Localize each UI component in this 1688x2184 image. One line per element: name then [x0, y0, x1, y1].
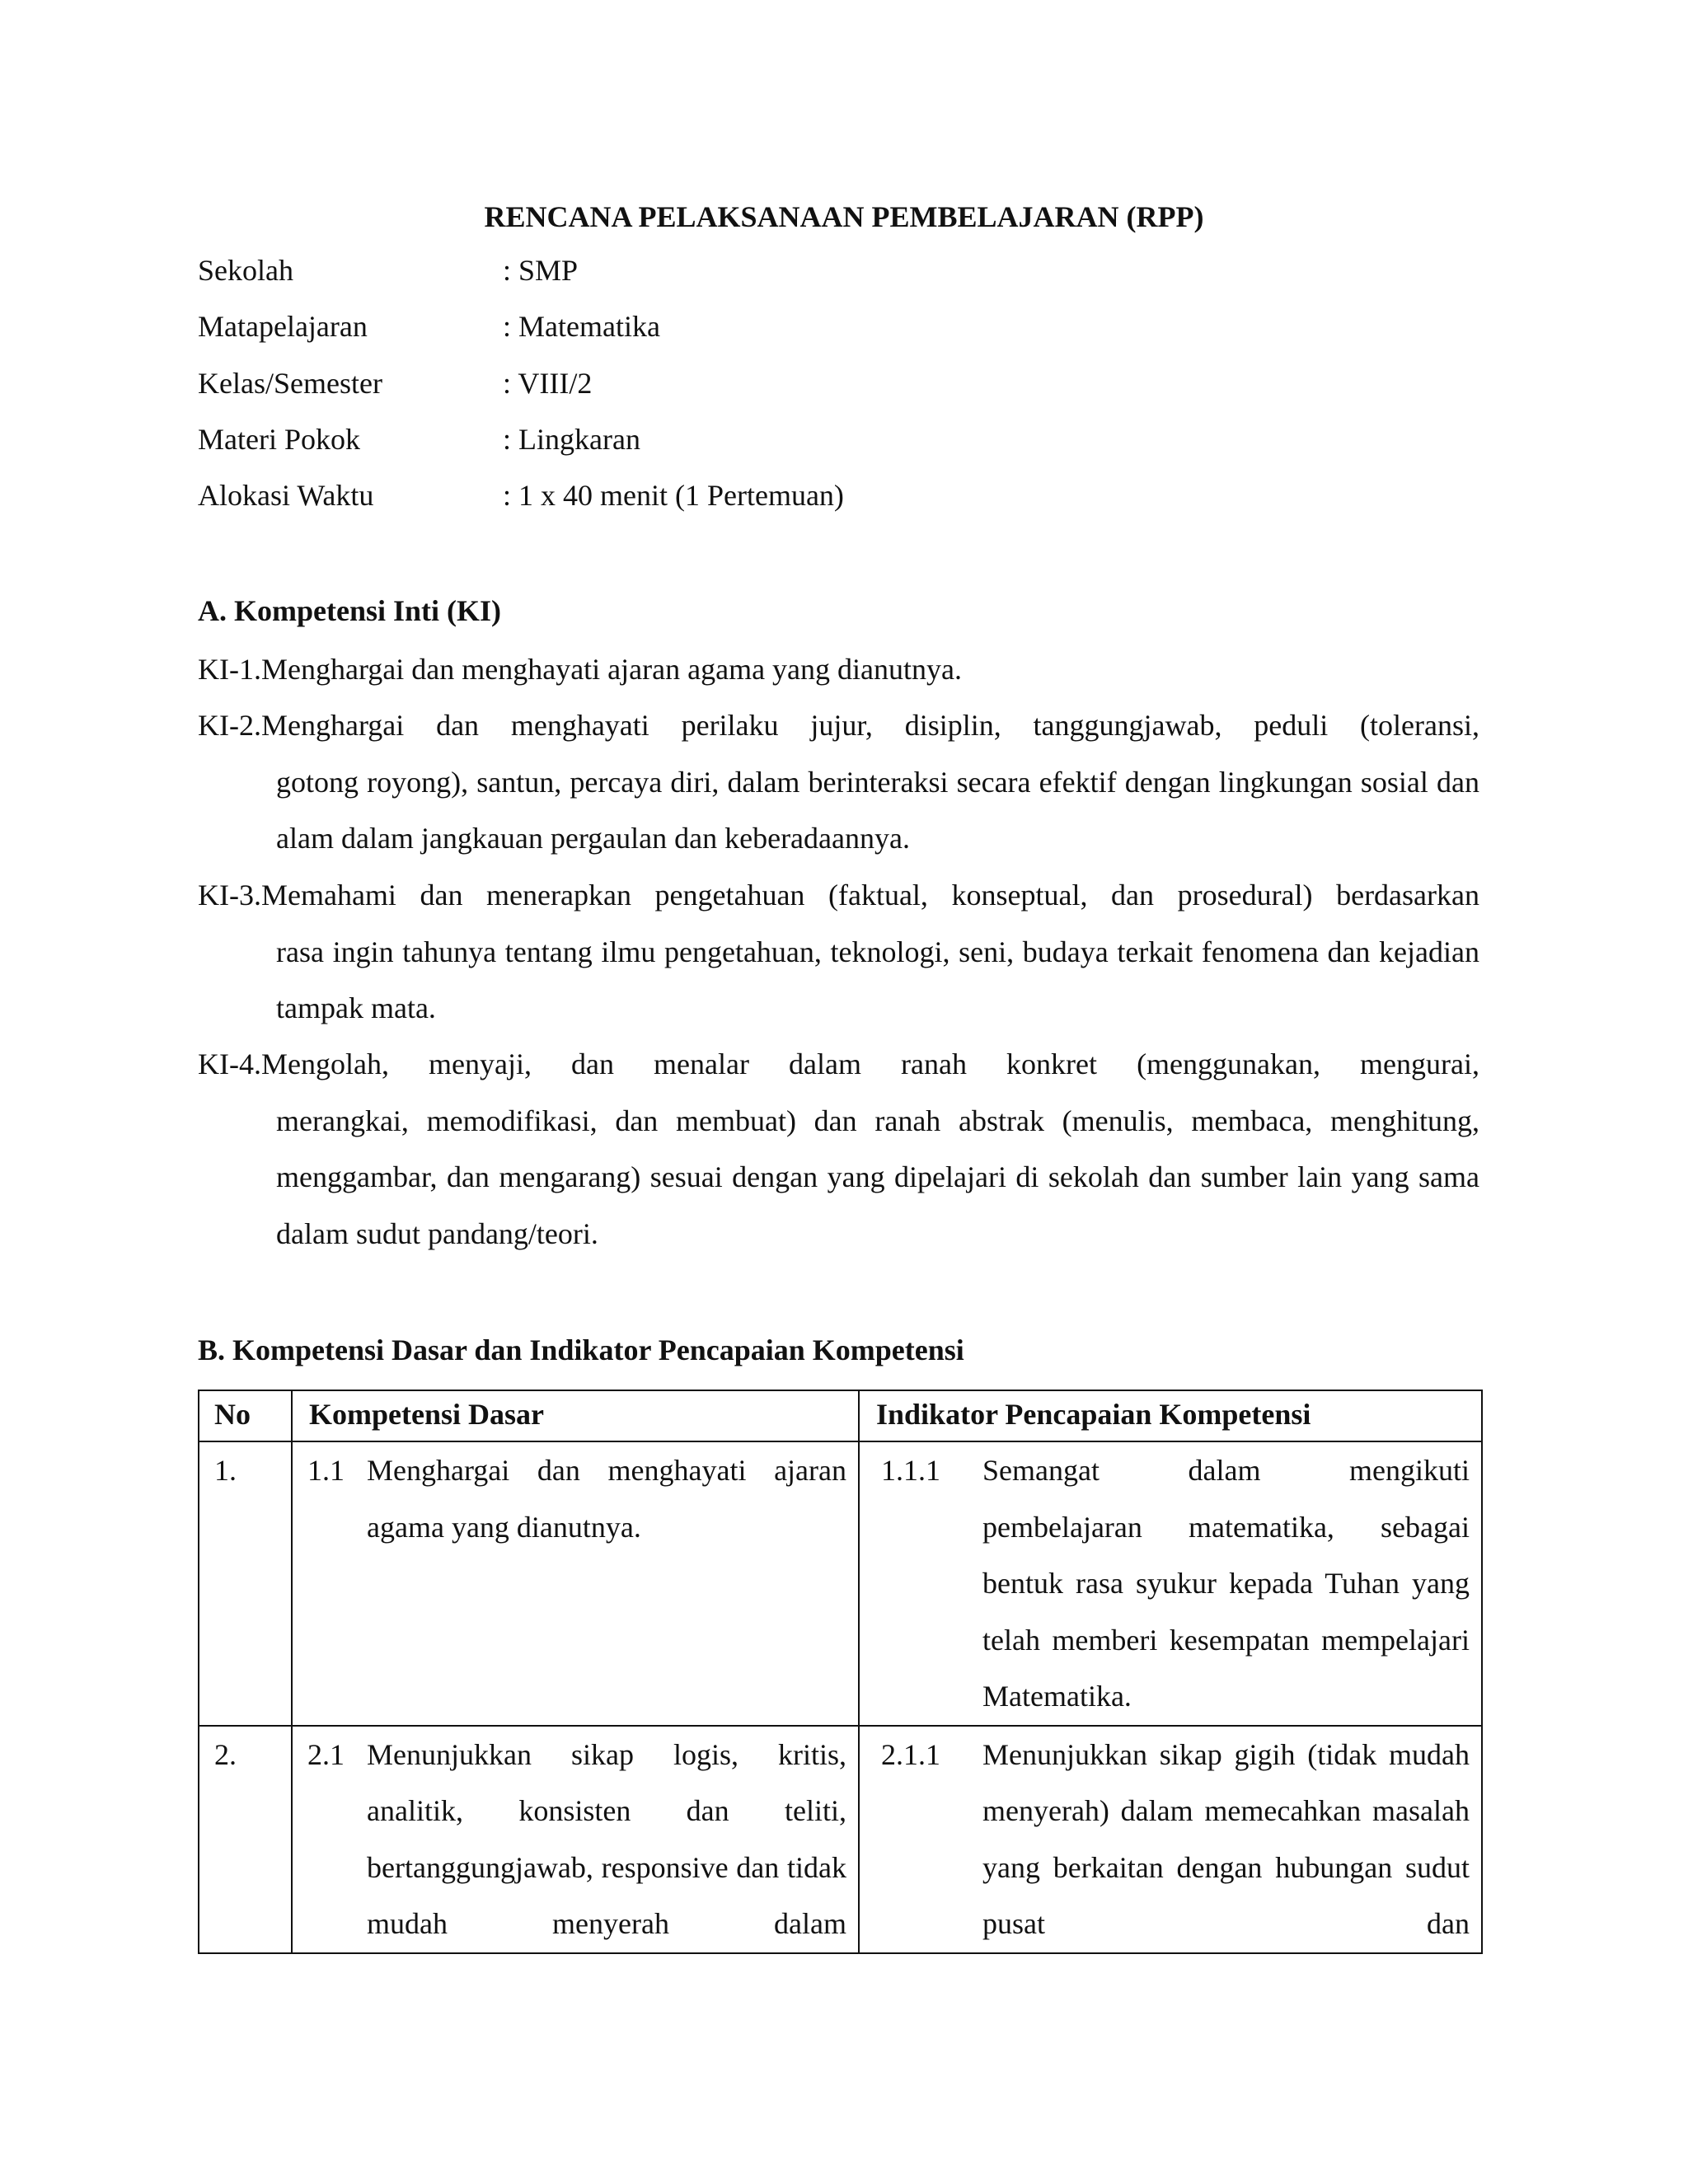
ki-text-continued: merangkai, memodifikasi, dan membuat) dan ranah abstrak (menulis, membaca, menghitung, menggambar, dan mengarang) sesuai dengan yang dipelajari di sekolah dan sumber lain yang sama dalam sudut pandang/teori. — [276, 1104, 1479, 1250]
identity-label: Sekolah — [198, 254, 293, 287]
ki-text: KI-3.Memahami dan menerapkan pengetahuan (faktual, konseptual, dan prosedural) berdasarkan — [198, 879, 1479, 912]
column-header-no: No — [199, 1390, 292, 1441]
column-header-ipk: Indikator Pencapaian Kompetensi — [859, 1390, 1482, 1441]
identity-value: : Matematika — [503, 310, 660, 343]
ki-item — [198, 1036, 1479, 1262]
kd-cell — [292, 1726, 859, 1953]
ki-text-continued: gotong royong), santun, percaya diri, dalam berinteraksi secara efektif dengan lingkungan sosial dan alam dalam jangkauan pergaulan dan keberadaannya. — [276, 765, 1479, 855]
identity-value: : 1 x 40 menit (1 Pertemuan) — [503, 479, 844, 512]
row-number: 1. — [199, 1441, 292, 1726]
ipk-cell — [859, 1441, 1482, 1726]
ki-item — [198, 697, 1479, 867]
ki-text: KI-4.Mengolah, menyaji, dan menalar dalam ranah konkret (menggunakan, mengurai, — [198, 1047, 1479, 1080]
row-number: 2. — [199, 1726, 292, 1953]
ki-text: KI-1.Menghargai dan menghayati ajaran agama yang dianutnya. — [198, 653, 962, 686]
ipk-cell — [859, 1726, 1482, 1953]
ipk-text: Menunjukkan sikap gigih (tidak mudah menyerah) dalam memecahkan masalah yang berkaitan dengan hubungan sudut pusat dan — [982, 1737, 1470, 1940]
kd-cell — [292, 1441, 859, 1726]
ki-item — [198, 641, 1479, 698]
column-header-kd: Kompetensi Dasar — [292, 1390, 859, 1441]
section-a-heading: A. Kompetensi Inti (KI) — [198, 594, 501, 627]
competency-table — [198, 1390, 1483, 1954]
section-b-heading: B. Kompetensi Dasar dan Indikator Pencapaian Kompetensi — [198, 1333, 964, 1366]
ipk-number: 2.1.1 — [881, 1737, 940, 1771]
document-title: RENCANA PELAKSANAAN PEMBELAJARAN (RPP) — [484, 200, 1204, 233]
identity-label: Matapelajaran — [198, 310, 368, 343]
identity-label: Kelas/Semester — [198, 367, 382, 400]
table-row — [199, 1441, 1482, 1726]
ki-text: KI-2.Menghargai dan menghayati perilaku jujur, disiplin, tanggungjawab, peduli (toleransi, — [198, 709, 1479, 742]
kd-text: Menghargai dan menghayati ajaran agama yang dianutnya. — [367, 1454, 846, 1544]
kd-text: Menunjukkan sikap logis, kritis, analitik, konsisten dan teliti, bertanggungjawab, responsive dan tidak mudah menyerah dalam — [367, 1737, 846, 1940]
ki-item — [198, 867, 1479, 1037]
identity-value: : VIII/2 — [503, 367, 593, 400]
kd-number: 2.1 — [307, 1737, 345, 1771]
identity-value: : Lingkaran — [503, 423, 640, 456]
table-header-row — [199, 1390, 1482, 1441]
identity-value: : SMP — [503, 254, 579, 287]
kd-number: 1.1 — [307, 1454, 345, 1487]
ipk-number: 1.1.1 — [881, 1454, 940, 1487]
table-row — [199, 1726, 1482, 1953]
identity-label: Materi Pokok — [198, 423, 360, 456]
ipk-text: Semangat dalam mengikuti pembelajaran matematika, sebagai bentuk rasa syukur kepada Tuhan yang telah memberi kesempatan mempelajari Matematika. — [982, 1454, 1470, 1713]
ki-text-continued: rasa ingin tahunya tentang ilmu pengetahuan, teknologi, seni, budaya terkait fenomena dan kejadian tampak mata. — [276, 935, 1479, 1024]
identity-label: Alokasi Waktu — [198, 479, 374, 512]
